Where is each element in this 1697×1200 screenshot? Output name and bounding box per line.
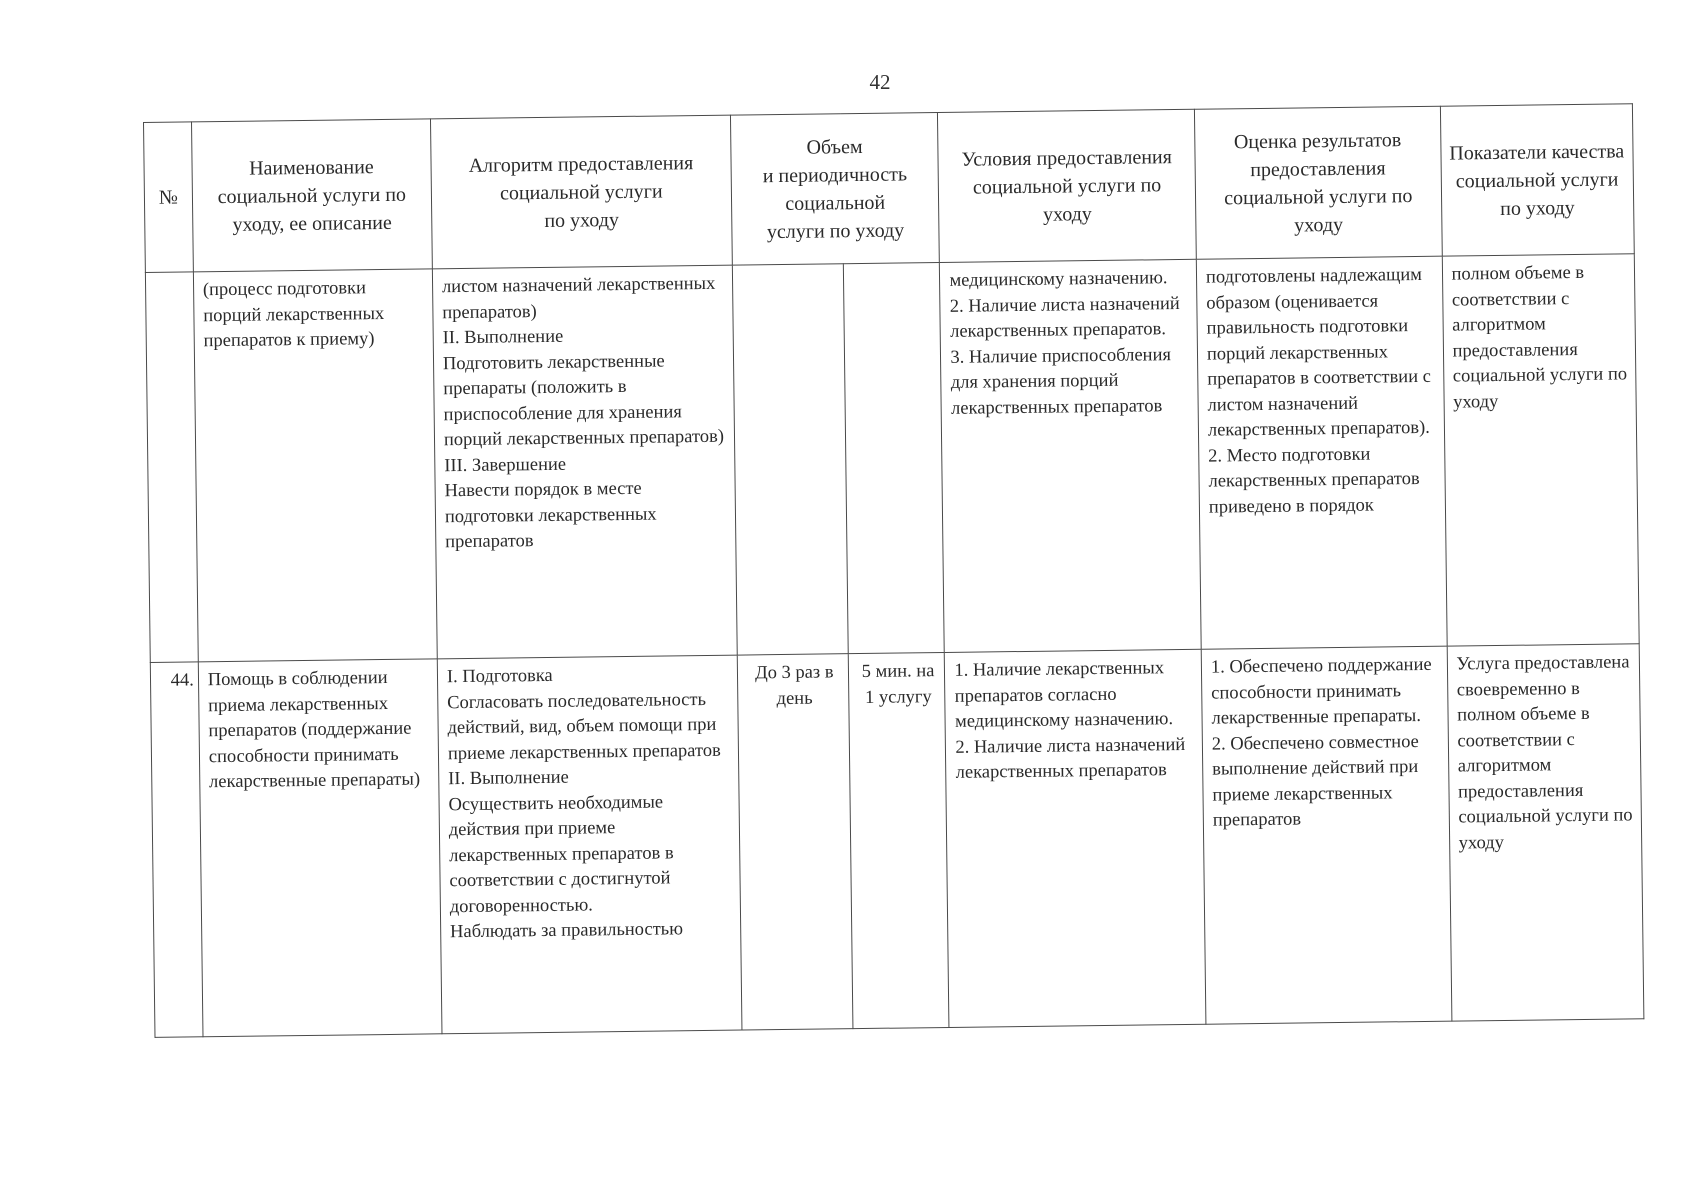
page-number: 42 bbox=[869, 70, 891, 94]
table-row bbox=[150, 644, 1644, 1038]
header-volume-periodicity: Объем и периодичность социальной услуги по уходу bbox=[730, 113, 939, 266]
cell-quality: Услуга предоставлена своевременно в полном объеме в соответствии с алгоритмом предоставления социальной услуги по уходу bbox=[1447, 644, 1644, 1021]
cell-periodicity: 5 мин. на 1 услугу bbox=[848, 652, 949, 1028]
header-algorithm: Алгоритм предоставления социальной услуги по уходу bbox=[430, 115, 732, 269]
cell-volume: До 3 раз в день bbox=[737, 654, 853, 1030]
header-conditions: Условия предоставления социальной услуги по уходу bbox=[938, 109, 1196, 262]
table-header-row bbox=[144, 104, 1635, 273]
cell-algorithm: I. Подготовка Согласовать последовательность действий, вид, объем помощи при приеме лекарственных препаратов II. Выполнение Осуществить необходимые действия при приеме лекарственных препаратов в соответствии с достигнутой договоренностью. Наблюдать за правильностью bbox=[437, 655, 742, 1034]
services-table bbox=[143, 103, 1644, 1038]
cell-evaluation: подготовлены надлежащим образом (оценивается правильность подготовки порций лекарственных препаратов в соответствии с листом назначений лекарственных препаратов). 2. Место подготовки лекарственных препаратов приведено в порядок bbox=[1196, 256, 1447, 649]
cell-service-name: (процесс подготовки порций лекарственных препаратов к приему) bbox=[193, 269, 437, 662]
header-service-name: Наименование социальной услуги по уходу, ее описание bbox=[191, 119, 432, 272]
cell-service-name: Помощь в соблюдении приема лекарственных препаратов (поддержание способности принимать лекарственные препараты) bbox=[198, 659, 442, 1037]
header-number: № bbox=[144, 122, 194, 273]
cell-volume bbox=[732, 264, 848, 655]
cell-quality: полном объеме в соответствии с алгоритмом предоставления социальной услуги по уходу bbox=[1442, 254, 1639, 646]
header-evaluation: Оценка результатов предоставления социальной услуги по уходу bbox=[1194, 106, 1441, 259]
header-quality: Показатели качества социальной услуги по уходу bbox=[1440, 104, 1634, 256]
table-row bbox=[145, 254, 1639, 663]
cell-conditions: медицинскому назначению. 2. Наличие листа назначений лекарственных препаратов. 3. Наличие приспособления для хранения порций лекарственных препаратов bbox=[940, 259, 1201, 652]
cell-periodicity bbox=[843, 262, 945, 653]
cell-evaluation: 1. Обеспечено поддержание способности принимать лекарственные препараты. 2. Обеспечено совместное выполнение действий при приеме лекарственных препаратов bbox=[1201, 646, 1451, 1024]
cell-conditions: 1. Наличие лекарственных препаратов согласно медицинскому назначению. 2. Наличие листа назначений лекарственных препаратов bbox=[945, 649, 1206, 1027]
cell-algorithm: листом назначений лекарственных препаратов) II. Выполнение Подготовить лекарственные препараты (положить в приспособление для хранения порций лекарственных препаратов) III. Завершение Навести порядок в месте подготовки лекарственных препаратов bbox=[432, 265, 737, 659]
cell-number bbox=[145, 272, 198, 663]
cell-number: 44. bbox=[150, 662, 203, 1038]
